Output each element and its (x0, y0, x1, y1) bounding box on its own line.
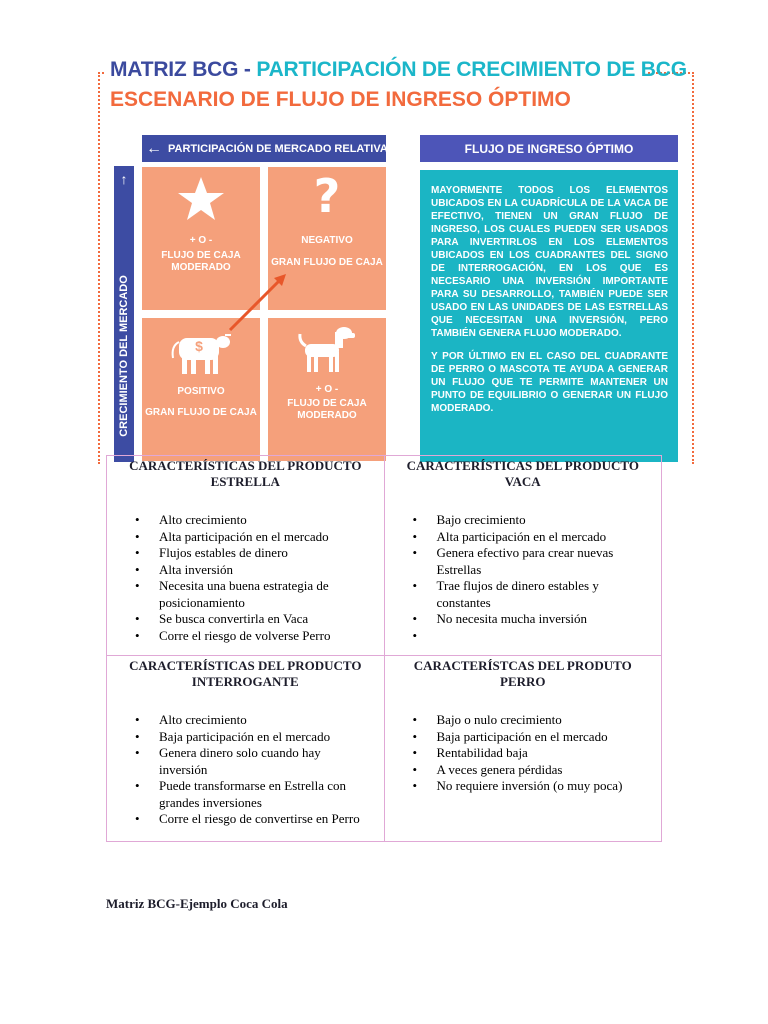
cash-flow-arrow-icon (226, 270, 292, 334)
list-item: • Alta participación en el mercado (135, 529, 370, 546)
flow-paragraph-1: MAYORMENTE TODOS LOS ELEMENTOS UBICADOS EN LA CUADRÍCULA DE LA VACA DE EFECTIVO, TIENEN UN GRAN FLUJO DE INGRESO, LOS CUALES PUEDEN SER USADOS PARA INVERTIRLOS EN LOS ELEMENTOS UBICADOS EN LOS CUADRANTES DEL SIGNO DE INTERROGACIÓN, EN LOS QUE ES NECESARIO UNA INVERSIÓN IMPORTANTE PARA SU DESARROLLO, TAMBIÉN PUEDE SER USADO EN LAS UNIDADES DE LAS ESTRELLAS QUE NECESITAN UNA INVERSIÓN, PERO TAMBIÉN GENERA FLUJO MODERADO. (431, 185, 668, 339)
dog-line-1: + O - (315, 384, 339, 395)
heading-line-1: CARACTERÍSTICAS DEL PRODUCTO (129, 658, 362, 673)
bcg-infographic (96, 52, 696, 464)
list-item: • Bajo crecimiento (413, 512, 648, 529)
list-item: • Trae flujos de dinero estables y constantes (413, 578, 648, 611)
heading-line-1: CARACTERÍSTICAS DEL PRODUCTO (406, 458, 639, 473)
product-characteristics-table (106, 455, 662, 842)
left-arrow-icon: ← (146, 139, 162, 157)
flow-paragraph-2: Y POR ÚLTIMO EN EL CASO DEL CUADRANTE DE PERRO O MASCOTA TE AYUDA A GENERAR UN FLUJO QUE TE PERMITE MANTENER UN PUNTO DE EQUILIBRIO O GENERAR UN FLUJO MODERADO. (431, 351, 668, 414)
list-estrella (135, 512, 384, 644)
table-row (107, 456, 662, 656)
cell-estrella (107, 456, 385, 656)
heading-line-1: CARACTERÍSTCAS DEL PRODUTO (413, 658, 632, 673)
question-line-1: NEGATIVO (301, 235, 353, 246)
list-perro (413, 712, 662, 795)
cow-line-1: POSITIVO (177, 386, 225, 397)
list-item: • Genera efectivo para crear nuevas Estrellas (413, 545, 648, 578)
table-row (107, 656, 662, 842)
title-part-2: PARTICIPACIÓN DE CRECIMIENTO DE BCG (256, 58, 687, 81)
star-line-1: + O - (189, 235, 213, 246)
heading-estrella (107, 458, 384, 490)
up-arrow-icon: ↑ (120, 171, 128, 187)
star-line-3: MODERADO (171, 262, 231, 273)
list-item: • Baja participación en el mercado (413, 729, 648, 746)
list-item: • Corre el riesgo de convertirse en Perro (135, 811, 370, 828)
heading-line-2: VACA (504, 474, 541, 489)
heading-interrogante (107, 658, 384, 690)
list-item: • Alta inversión (135, 562, 370, 579)
star-line-2: FLUJO DE CAJA (161, 250, 241, 261)
infographic-title (110, 58, 687, 82)
list-item: • Rentabilidad baja (413, 745, 648, 762)
cell-perro (384, 656, 662, 842)
dotted-border-left (98, 72, 100, 464)
list-interrogante (135, 712, 384, 828)
list-item: • Flujos estables de dinero (135, 545, 370, 562)
list-item: • Bajo o nulo crecimiento (413, 712, 648, 729)
quadrant-dog (268, 318, 386, 461)
heading-line-1: CARACTERÍSTICAS DEL PRODUCTO (129, 458, 362, 473)
heading-line-2: INTERROGANTE (191, 674, 299, 689)
dotted-border-right (692, 72, 694, 464)
market-share-text: PARTICIPACIÓN DE MERCADO RELATIVA (168, 142, 388, 155)
heading-line-2: ESTRELLA (210, 474, 280, 489)
list-item (413, 628, 648, 645)
cell-vaca (384, 456, 662, 656)
question-mark-icon: ? (313, 169, 341, 223)
dog-line-3: MODERADO (297, 410, 357, 421)
list-item: • Alta participación en el mercado (413, 529, 648, 546)
list-item: • Puede transformarse en Estrella con grandes inversiones (135, 778, 370, 811)
caption: Matriz BCG-Ejemplo Coca Cola (106, 896, 288, 911)
list-item: • Corre el riesgo de volverse Perro (135, 628, 370, 645)
list-item: • Baja participación en el mercado (135, 729, 370, 746)
list-vaca (413, 512, 662, 644)
market-growth-axis (114, 166, 134, 462)
list-item: • Alto crecimiento (135, 712, 370, 729)
list-item: • No necesita mucha inversión (413, 611, 648, 628)
question-line-2: GRAN FLUJO DE CAJA (271, 257, 383, 268)
list-item: • No requiere inversión (o muy poca) (413, 778, 648, 795)
flow-description-box (420, 170, 678, 462)
cell-interrogante (107, 656, 385, 842)
star-icon (142, 175, 260, 223)
heading-perro (385, 658, 662, 690)
dog-line-2: FLUJO DE CAJA (287, 398, 367, 409)
list-item: • Se busca convertirla en Vaca (135, 611, 370, 628)
list-item: • Alto crecimiento (135, 512, 370, 529)
flow-header: FLUJO DE INGRESO ÓPTIMO (420, 135, 678, 162)
infographic-subtitle: ESCENARIO DE FLUJO DE INGRESO ÓPTIMO (110, 88, 571, 111)
quadrant-cow (142, 318, 260, 461)
heading-vaca (385, 458, 662, 490)
dollar-sign: $ (195, 338, 203, 354)
market-growth-label: CRECIMIENTO DEL MERCADO (118, 275, 130, 437)
title-part-1: MATRIZ BCG - (110, 58, 257, 81)
cow-line-2: GRAN FLUJO DE CAJA (145, 407, 257, 418)
list-item: • A veces genera pérdidas (413, 762, 648, 779)
heading-line-2: PERRO (500, 674, 546, 689)
list-item: • Necesita una buena estrategia de posicionamiento (135, 578, 370, 611)
market-share-axis-label (142, 135, 386, 162)
list-item: • Genera dinero solo cuando hay inversión (135, 745, 370, 778)
